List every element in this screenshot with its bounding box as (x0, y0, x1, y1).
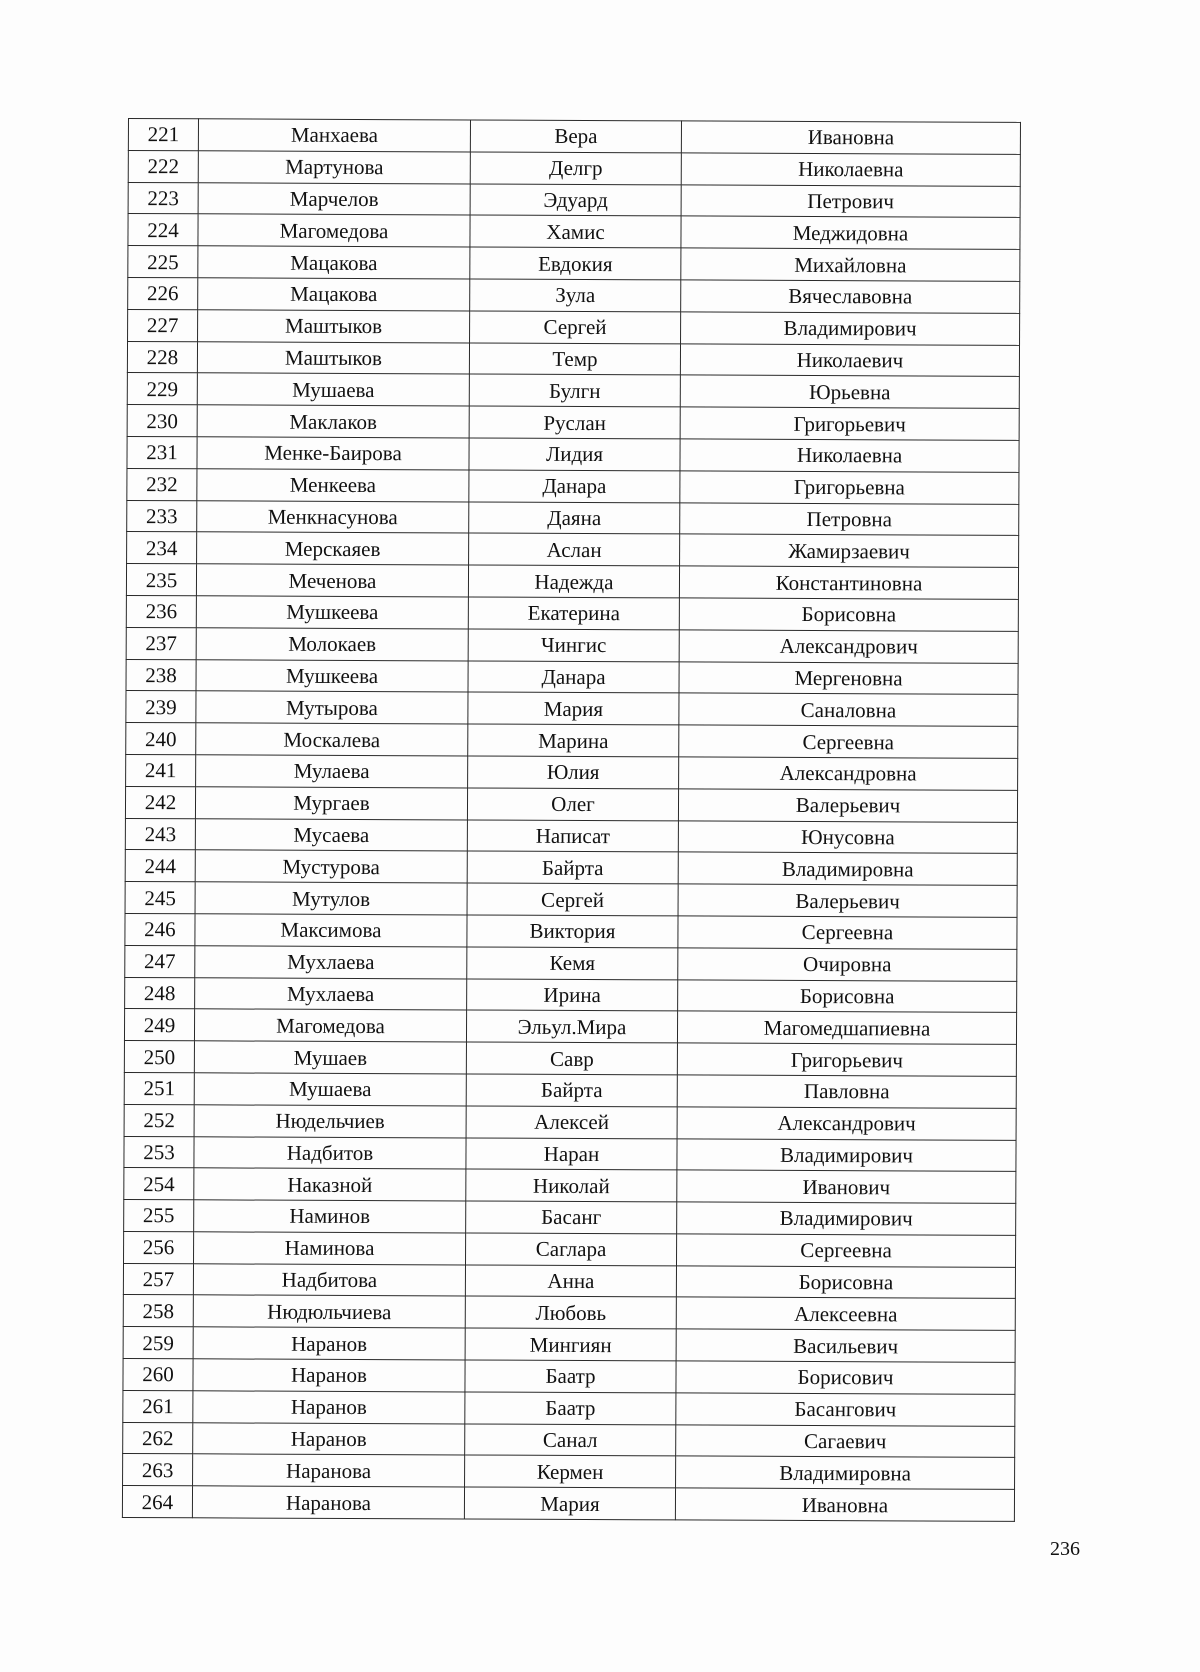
last-name-cell: Марчелов (198, 182, 470, 215)
last-name-cell: Мушкеева (196, 596, 468, 629)
patronymic-cell: Александровна (679, 757, 1018, 790)
table-row (123, 1454, 1015, 1490)
row-number-cell: 259 (123, 1327, 193, 1359)
first-name-cell: Эдуард (470, 184, 681, 217)
patronymic-cell: Владимирович (677, 1202, 1016, 1235)
row-number-cell: 236 (126, 595, 196, 627)
row-number-cell: 260 (123, 1359, 193, 1391)
patronymic-cell: Борисовна (676, 1266, 1015, 1299)
table-row (126, 564, 1018, 600)
table-row (128, 182, 1020, 218)
table-row (123, 1263, 1015, 1299)
first-name-cell: Савр (466, 1042, 677, 1075)
row-number-cell: 235 (126, 564, 196, 596)
patronymic-cell: Васильевич (676, 1329, 1015, 1362)
page-number: 236 (1050, 1538, 1080, 1560)
last-name-cell: Мусаева (195, 818, 467, 851)
first-name-cell: Надежда (468, 565, 679, 598)
last-name-cell: Манхаева (198, 119, 470, 152)
table-row (128, 277, 1020, 313)
first-name-cell: Олег (467, 788, 678, 821)
last-name-cell: Москалева (196, 723, 468, 756)
row-number-cell: 227 (128, 309, 198, 341)
last-name-cell: Надбитова (193, 1263, 465, 1296)
last-name-cell: Меченова (196, 564, 468, 597)
table-row (123, 1295, 1015, 1331)
table-row (124, 1072, 1016, 1108)
patronymic-cell: Вячеславовна (681, 280, 1020, 313)
first-name-cell: Кемя (467, 947, 678, 980)
first-name-cell: Даяна (469, 502, 680, 535)
patronymic-cell: Борисовна (678, 979, 1017, 1012)
last-name-cell: Мутулов (195, 882, 467, 915)
last-name-cell: Нюдельчиев (194, 1105, 466, 1138)
last-name-cell: Магомедова (194, 1009, 466, 1042)
row-number-cell: 253 (124, 1136, 194, 1168)
first-name-cell: Данара (468, 661, 679, 694)
table-row (123, 1359, 1015, 1395)
last-name-cell: Мухлаева (195, 946, 467, 979)
last-name-cell: Мушаева (194, 1073, 466, 1106)
row-number-cell: 228 (127, 341, 197, 373)
row-number-cell: 222 (128, 150, 198, 182)
row-number-cell: 264 (122, 1486, 192, 1518)
row-number-cell: 226 (128, 277, 198, 309)
first-name-cell: Булгн (469, 374, 680, 407)
first-name-cell: Евдокия (470, 247, 681, 280)
patronymic-cell: Сергеевна (679, 725, 1018, 758)
first-name-cell: Данара (469, 470, 680, 503)
first-name-cell: Мария (464, 1487, 675, 1520)
last-name-cell: Маштыков (198, 310, 470, 343)
row-number-cell: 224 (128, 214, 198, 246)
table-row (125, 977, 1017, 1013)
table-row (127, 373, 1019, 409)
row-number-cell: 223 (128, 182, 198, 214)
first-name-cell: Санал (465, 1424, 676, 1457)
last-name-cell: Мартунова (198, 151, 470, 184)
first-name-cell: Лидия (469, 438, 680, 471)
last-name-cell: Нюдюльчиева (193, 1295, 465, 1328)
patronymic-cell: Александрович (677, 1107, 1016, 1140)
last-name-cell: Мустурова (195, 850, 467, 883)
first-name-cell: Мария (468, 692, 679, 725)
table-row (127, 532, 1019, 568)
patronymic-cell: Владимировна (676, 1456, 1015, 1489)
table-row (126, 691, 1018, 727)
last-name-cell: Наранова (193, 1454, 465, 1487)
last-name-cell: Надбитов (194, 1136, 466, 1169)
row-number-cell: 233 (127, 500, 197, 532)
last-name-cell: Наминов (194, 1200, 466, 1233)
table-row (124, 1009, 1016, 1045)
table-row (124, 1041, 1016, 1077)
first-name-cell: Зула (470, 279, 681, 312)
patronymic-cell: Басангович (676, 1393, 1015, 1426)
table-row (125, 818, 1017, 854)
row-number-cell: 251 (124, 1072, 194, 1104)
row-number-cell: 256 (124, 1231, 194, 1263)
last-name-cell: Мутырова (196, 691, 468, 724)
patronymic-cell: Ивановна (675, 1488, 1014, 1521)
table-row (128, 119, 1020, 155)
first-name-cell: Ирина (467, 979, 678, 1012)
first-name-cell: Николай (466, 1169, 677, 1202)
first-name-cell: Чингис (468, 629, 679, 662)
last-name-cell: Наминова (194, 1232, 466, 1265)
table-row (124, 1104, 1016, 1140)
last-name-cell: Максимова (195, 914, 467, 947)
patronymic-cell: Владимирович (677, 1138, 1016, 1171)
row-number-cell: 255 (124, 1200, 194, 1232)
last-name-cell: Мушаев (194, 1041, 466, 1074)
first-name-cell: Аслан (469, 533, 680, 566)
patronymic-cell: Владимирович (681, 312, 1020, 345)
first-name-cell: Мингиян (465, 1328, 676, 1361)
patronymic-cell: Григорьевна (680, 471, 1019, 504)
patronymic-cell: Валерьевич (678, 789, 1017, 822)
first-name-cell: Анна (465, 1265, 676, 1298)
patronymic-cell: Михайловна (681, 248, 1020, 281)
first-name-cell: Наран (466, 1137, 677, 1170)
table-row (123, 1390, 1015, 1426)
first-name-cell: Делгр (470, 152, 681, 185)
table-row (126, 659, 1018, 695)
first-name-cell: Эльул.Мира (466, 1010, 677, 1043)
row-number-cell: 248 (125, 977, 195, 1009)
patronymic-cell: Константиновна (679, 566, 1018, 599)
first-name-cell: Саглара (465, 1233, 676, 1266)
patronymic-cell: Саналовна (679, 693, 1018, 726)
first-name-cell: Сергей (470, 311, 681, 344)
row-number-cell: 242 (125, 786, 195, 818)
last-name-cell: Мушкеева (196, 659, 468, 692)
last-name-cell: Мерскаяев (197, 532, 469, 565)
row-number-cell: 231 (127, 436, 197, 468)
table-row (127, 341, 1019, 377)
first-name-cell: Виктория (467, 915, 678, 948)
patronymic-cell: Григорьевич (680, 407, 1019, 440)
table-row (123, 1422, 1015, 1458)
patronymic-cell: Юрьевна (680, 375, 1019, 408)
first-name-cell: Написат (467, 820, 678, 853)
patronymic-cell: Борисовна (679, 598, 1018, 631)
last-name-cell: Мацакова (198, 246, 470, 279)
patronymic-cell: Петровна (680, 502, 1019, 535)
row-number-cell: 262 (123, 1422, 193, 1454)
first-name-cell: Вера (470, 120, 681, 153)
last-name-cell: Мулаева (196, 755, 468, 788)
last-name-cell: Менкеева (197, 469, 469, 502)
last-name-cell: Наранов (193, 1422, 465, 1455)
last-name-cell: Наранов (193, 1327, 465, 1360)
first-name-cell: Алексей (466, 1106, 677, 1139)
first-name-cell: Екатерина (468, 597, 679, 630)
last-name-cell: Наранова (192, 1486, 464, 1519)
patronymic-cell: Меджидовна (681, 216, 1020, 249)
first-name-cell: Баатр (465, 1392, 676, 1425)
patronymic-cell: Николаевна (680, 439, 1019, 472)
last-name-cell: Маклаков (197, 405, 469, 438)
first-name-cell: Кермен (465, 1455, 676, 1488)
first-name-cell: Сергей (467, 883, 678, 916)
row-number-cell: 230 (127, 405, 197, 437)
patronymic-cell: Николаевна (681, 153, 1020, 186)
patronymic-cell: Павловна (677, 1075, 1016, 1108)
row-number-cell: 249 (124, 1009, 194, 1041)
row-number-cell: 234 (127, 532, 197, 564)
table-row (127, 436, 1019, 472)
table-row (128, 309, 1020, 345)
patronymic-cell: Очировна (678, 948, 1017, 981)
first-name-cell: Байрта (467, 851, 678, 884)
last-name-cell: Маштыков (197, 341, 469, 374)
table-row (126, 627, 1018, 663)
last-name-cell: Молокаев (196, 628, 468, 661)
table-row (124, 1200, 1016, 1236)
row-number-cell: 229 (127, 373, 197, 405)
table-row (127, 500, 1019, 536)
row-number-cell: 258 (123, 1295, 193, 1327)
row-number-cell: 240 (126, 723, 196, 755)
patronymic-cell: Сергеевна (676, 1234, 1015, 1267)
row-number-cell: 246 (125, 913, 195, 945)
last-name-cell: Наказной (194, 1168, 466, 1201)
row-number-cell: 238 (126, 659, 196, 691)
first-name-cell: Юлия (468, 756, 679, 789)
table-row (125, 945, 1017, 981)
row-number-cell: 241 (126, 754, 196, 786)
patronymic-cell: Петрович (681, 185, 1020, 218)
row-number-cell: 232 (127, 468, 197, 500)
last-name-cell: Мургаев (195, 787, 467, 820)
patronymic-cell: Иванович (677, 1170, 1016, 1203)
last-name-cell: Мухлаева (195, 977, 467, 1010)
patronymic-cell: Борисович (676, 1361, 1015, 1394)
row-number-cell: 257 (123, 1263, 193, 1295)
table-row (128, 150, 1020, 186)
patronymic-cell: Алексеевна (676, 1297, 1015, 1330)
table-row (125, 882, 1017, 918)
patronymic-cell: Юнусовна (678, 820, 1017, 853)
row-number-cell: 254 (124, 1168, 194, 1200)
table-row (125, 850, 1017, 886)
last-name-cell: Наранов (193, 1359, 465, 1392)
patronymic-cell: Жамирзаевич (680, 534, 1019, 567)
last-name-cell: Менке-Баирова (197, 437, 469, 470)
row-number-cell: 239 (126, 691, 196, 723)
table-row (127, 468, 1019, 504)
last-name-cell: Наранов (193, 1391, 465, 1424)
patronymic-cell: Сергеевна (678, 916, 1017, 949)
first-name-cell: Руслан (469, 406, 680, 439)
table-row (125, 786, 1017, 822)
table-row (127, 405, 1019, 441)
table-row (128, 214, 1020, 250)
row-number-cell: 247 (125, 945, 195, 977)
table-row (124, 1136, 1016, 1172)
table-row (122, 1486, 1014, 1522)
row-number-cell: 261 (123, 1390, 193, 1422)
patronymic-cell: Николаевич (680, 343, 1019, 376)
last-name-cell: Мушаева (197, 373, 469, 406)
patronymic-cell: Сагаевич (676, 1425, 1015, 1458)
table-body (122, 119, 1020, 1522)
row-number-cell: 263 (123, 1454, 193, 1486)
table-row (126, 595, 1018, 631)
patronymic-cell: Александрович (679, 630, 1018, 663)
table-row (126, 723, 1018, 759)
first-name-cell: Байрта (466, 1074, 677, 1107)
first-name-cell: Хамис (470, 215, 681, 248)
last-name-cell: Менкнасунова (197, 500, 469, 533)
patronymic-cell: Владимировна (678, 852, 1017, 885)
patronymic-cell: Мергеновна (679, 661, 1018, 694)
table-row (123, 1327, 1015, 1363)
table-row (124, 1168, 1016, 1204)
table-row (125, 913, 1017, 949)
row-number-cell: 250 (124, 1041, 194, 1073)
name-list-table (122, 118, 1021, 1522)
row-number-cell: 225 (128, 246, 198, 278)
patronymic-cell: Валерьевич (678, 884, 1017, 917)
row-number-cell: 237 (126, 627, 196, 659)
row-number-cell: 244 (125, 850, 195, 882)
table-row (124, 1231, 1016, 1267)
row-number-cell: 252 (124, 1104, 194, 1136)
patronymic-cell: Магомедшапиевна (677, 1011, 1016, 1044)
last-name-cell: Мацакова (198, 278, 470, 311)
row-number-cell: 221 (128, 119, 198, 151)
first-name-cell: Баатр (465, 1360, 676, 1393)
first-name-cell: Басанг (466, 1201, 677, 1234)
first-name-cell: Любовь (465, 1296, 676, 1329)
first-name-cell: Темр (469, 343, 680, 376)
last-name-cell: Магомедова (198, 214, 470, 247)
table-row (126, 754, 1018, 790)
patronymic-cell: Ивановна (681, 121, 1020, 154)
row-number-cell: 243 (125, 818, 195, 850)
first-name-cell: Марина (468, 724, 679, 757)
table-row (128, 246, 1020, 282)
patronymic-cell: Григорьевич (677, 1043, 1016, 1076)
row-number-cell: 245 (125, 882, 195, 914)
